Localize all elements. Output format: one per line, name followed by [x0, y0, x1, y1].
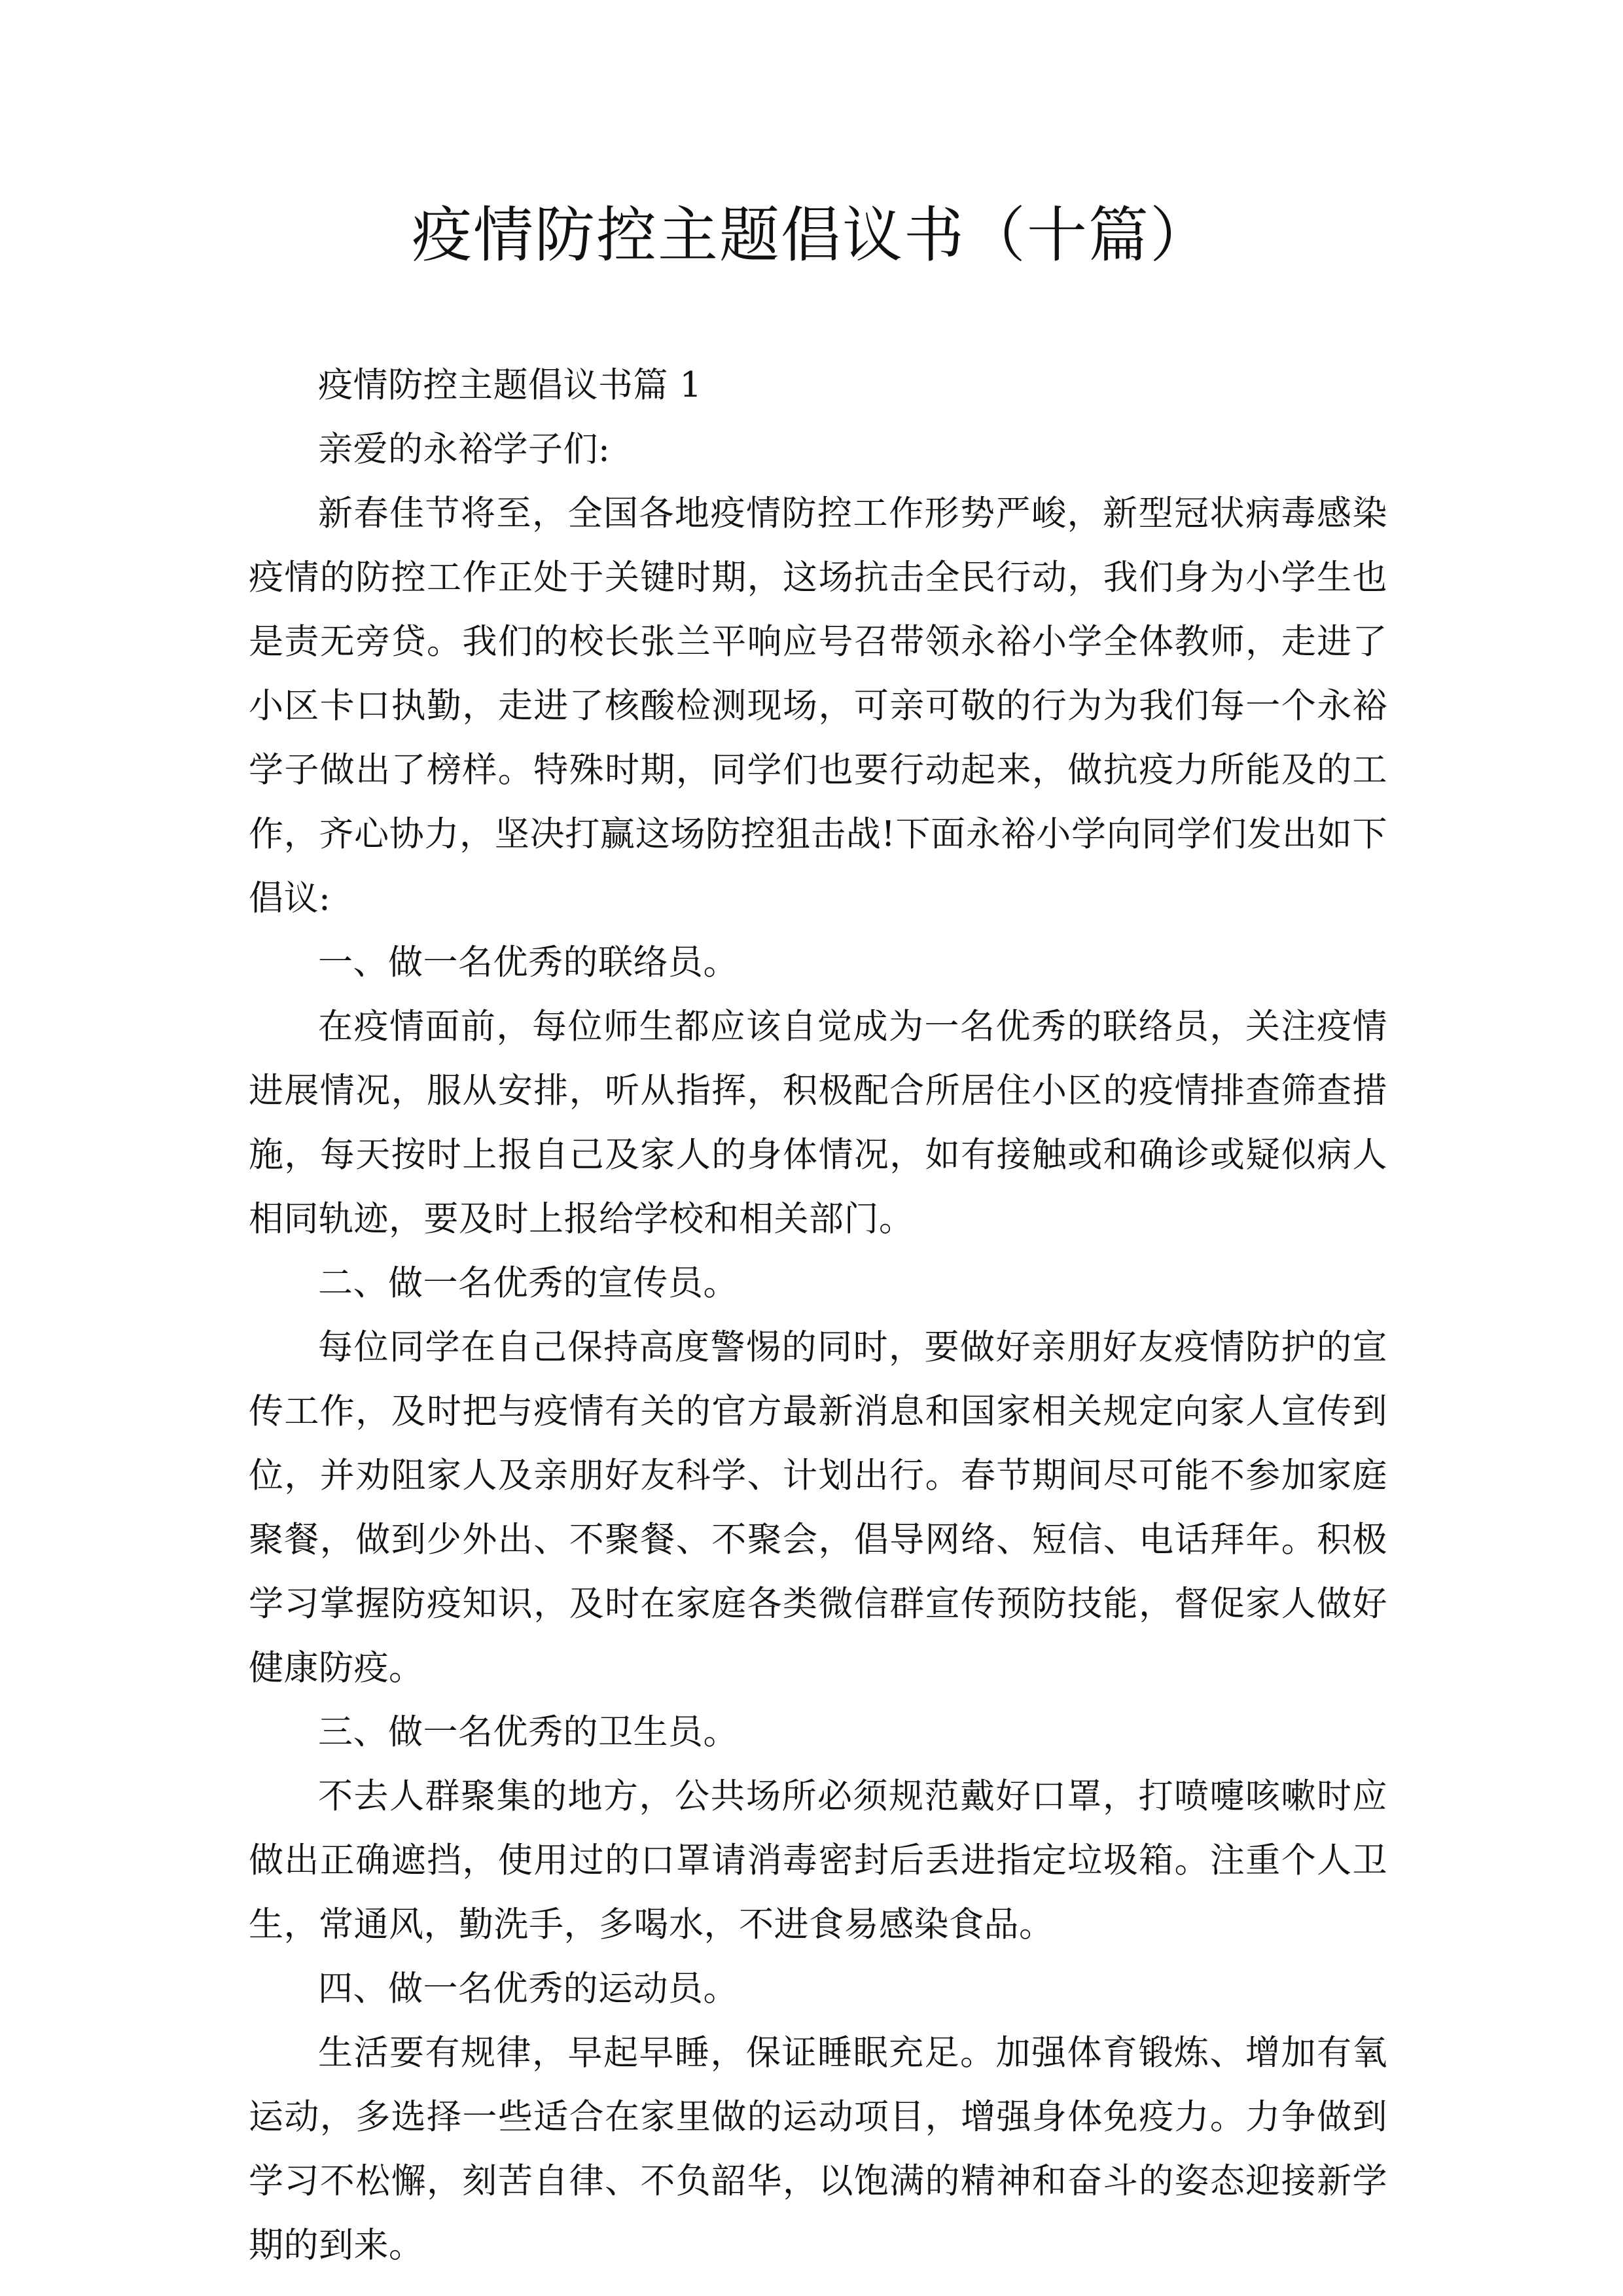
body-paragraph: 每位同学在自己保持高度警惕的同时，要做好亲朋好友疫情防护的宣传工作，及时把与疫情有关的官方最新消息和国家相关规定向家人宣传到位，并劝阻家人及亲朋好友科学、计划出行。春节期间尽可能不参加家庭聚餐，做到少外出、不聚餐、不聚会，倡导网络、短信、电话拜年。积极学习掌握防疫知识，及时在家庭各类微信群宣传预防技能，督促家人做好健康防疫。 [249, 1327, 1387, 1688]
salutation: 亲爱的永裕学子们: [318, 429, 611, 469]
section-heading: 疫情防控主题倡议书篇 1 [318, 365, 702, 405]
body-paragraph: 生活要有规律，早起早睡，保证睡眠充足。加强体育锻炼、增加有氧运动，多选择一些适合在家里做的运动项目，增强身体免疫力。力争做到学习不松懈，刻苦自律、不负韶华，以饱满的精神和奋斗的姿态迎接新学期的到来。 [249, 2033, 1387, 2265]
item-heading: 二、做一名优秀的宣传员。 [318, 1263, 738, 1303]
document-body [249, 353, 1387, 2278]
document-title: 疫情防控主题倡议书（十篇） [411, 200, 1211, 270]
item-heading: 一、做一名优秀的联络员。 [318, 942, 738, 982]
body-paragraph: 新春佳节将至，全国各地疫情防控工作形势严峻，新型冠状病毒感染疫情的防控工作正处于关键时期，这场抗击全民行动，我们身为小学生也是责无旁贷。我们的校长张兰平响应号召带领永裕小学全体教师，走进了小区卡口执勤，走进了核酸检测现场，可亲可敬的行为为我们每一个永裕学子做出了榜样。特殊时期，同学们也要行动起来，做抗疫力所能及的工作，齐心协力，坚决打赢这场防控狙击战!下面永裕小学向同学们发出如下倡议: [249, 493, 1387, 918]
item-heading: 四、做一名优秀的运动员。 [318, 1969, 738, 2009]
body-paragraph: 不去人群聚集的地方，公共场所必须规范戴好口罩，打喷嚏咳嗽时应做出正确遮挡，使用过的口罩请消毒密封后丢进指定垃圾箱。注重个人卫生，常通风，勤洗手，多喝水，不进食易感染食品。 [249, 1776, 1387, 1945]
item-heading: 三、做一名优秀的卫生员。 [318, 1712, 738, 1752]
body-paragraph: 在疫情面前，每位师生都应该自觉成为一名优秀的联络员，关注疫情进展情况，服从安排，听从指挥，积极配合所居住小区的疫情排查筛查措施，每天按时上报自己及家人的身体情况，如有接触或和确诊或疑似病人相同轨迹，要及时上报给学校和相关部门。 [249, 1007, 1387, 1239]
